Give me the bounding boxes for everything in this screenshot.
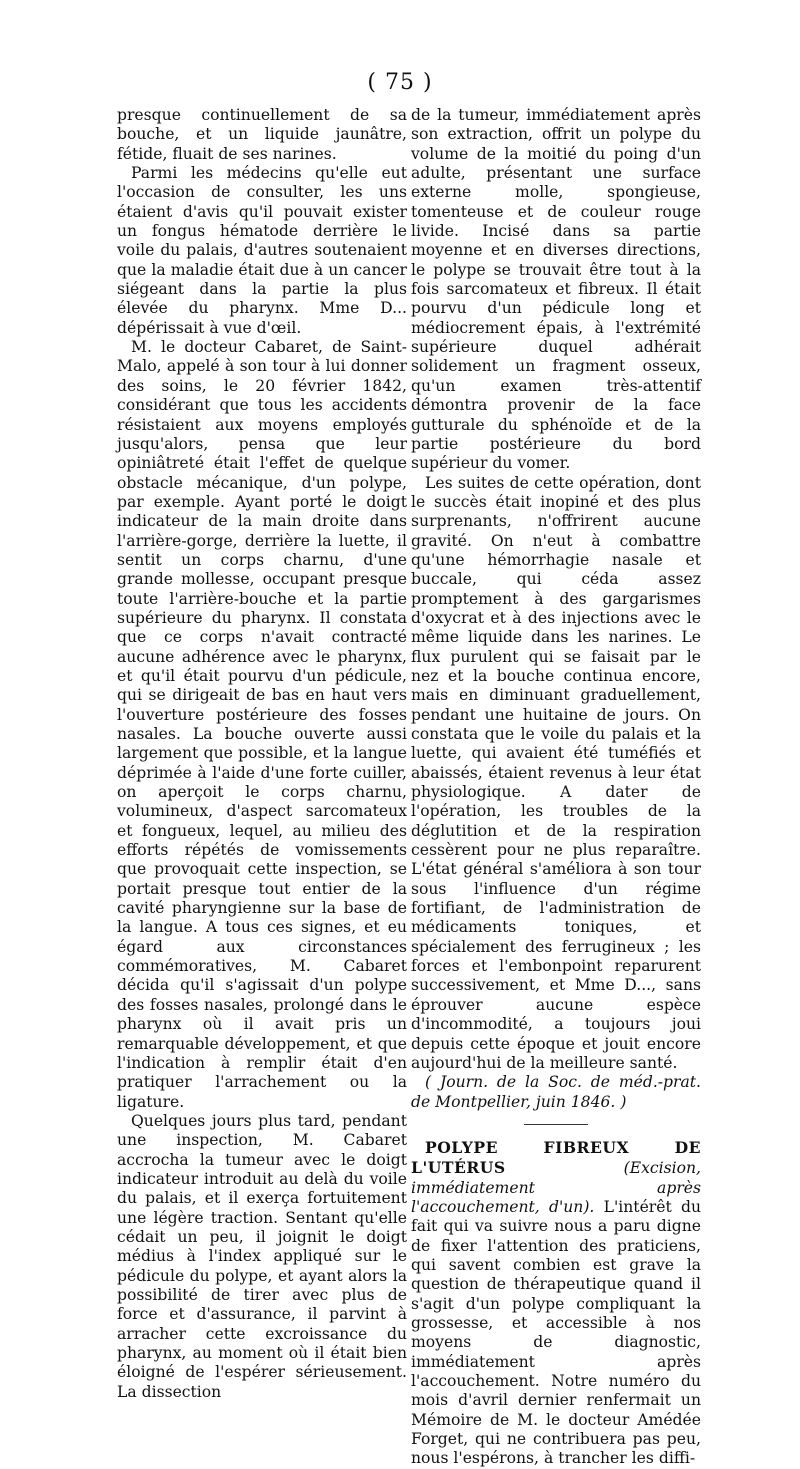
paragraph: presque continuellement de sa bouche, et un liquide jaunâtre, fétide, fluait de ses narines. — [117, 106, 407, 163]
journal-reference: ( Journ. de la Soc. de méd.-prat. de Montpellier, juin 1846. ) — [411, 1073, 701, 1111]
section-subtitle: (Excision, immédiatement après l'accouchement, d'un). — [411, 1159, 701, 1216]
paragraph: Parmi les médecins qu'elle eut l'occasion de consulter, les uns étaient d'avis qu'il pouvait exister un fongus hématode derrière le voile du palais, d'autres soutenaient que la maladie était due à un cancer siégeant dans la partie la plus élevée du pharynx. Mme D... dépérissait à vue d'œil. — [117, 164, 407, 337]
paragraph: Les suites de cette opération, dont le succès était inopiné et des plus surprenants, n'offrirent aucune gravité. On n'eut à combattre qu'une hémorrhagie nasale et buccale, qui céda assez promptement à des gargarismes d'oxycrat et à des injections avec le même liquide dans les narines. Le flux purulent qui se faisait par le nez et la bouche continua encore, mais en diminuant graduellement, pendant une huitaine de jours. On constata que le voile du palais et la luette, qui avaient été tuméfiés et abaissés, étaient revenus à leur état physiologique. A dater de l'opération, les troubles de la déglutition et de la respiration cessèrent pour ne plus reparaître. L'état général s'améliora à son tour sous l'influence d'un régime fortifiant, de l'administration de médicaments toniques, et spécialement des ferrugineux ; les forces et l'embonpoint reparurent successivement, et Mme D..., sans éprouver aucune espèce d'incommodité, a toujours joui depuis cette époque et jouit encore aujourd'hui de la meilleure santé. — [411, 473, 701, 1072]
section-body: L'intérêt du fait qui va suivre nous a paru digne de fixer l'attention des praticiens, qui savent combien est grave la question de thérapeutique quand il s'agit d'un polype compliquant la grossesse, et accessible à nos moyens de diagnostic, immédiatement après l'accouchement. Notre numéro du mois d'avril dernier renfermait un Mémoire de M. le docteur Amédée Forget, qui ne contribuera pas peu, nous l'espérons, à trancher les diffi- — [411, 1197, 701, 1468]
right-column — [411, 106, 701, 1469]
section-title: POLYPE FIBREUX DE L'UTÉRUS — [411, 1137, 701, 1178]
left-column — [117, 106, 407, 1402]
paragraph: M. le docteur Cabaret, de Saint-Malo, appelé à son tour à lui donner des soins, le 20 février 1842, considérant que tous les accidents résistaient aux moyens employés jusqu'alors, pensa que leur opiniâtreté était l'effet de quelque obstacle mécanique, d'un polype, par exemple. Ayant porté le doigt indicateur de la main droite dans l'arrière-gorge, derrière la luette, il sentit un corps charnu, d'une grande mollesse, occupant presque toute l'arrière-bouche et la partie supérieure du pharynx. Il constata que ce corps n'avait contracté aucune adhérence avec le pharynx, et qu'il était pourvu d'un pédicule, qui se dirigeait de bas en haut vers l'ouverture postérieure des fosses nasales. La bouche ouverte aussi largement que possible, et la langue déprimée à l'aide d'une forte cuiller, on aperçoit le corps charnu, volumineux, d'aspect sarcomateux et fongueux, lequel, au milieu des efforts répétés de vomissements que provoquait cette inspection, se portait presque tout entier de la cavité pharyngienne sur la base de la langue. A tous ces signes, et eu égard aux circonstances commémoratives, M. Cabaret décida qu'il s'agissait d'un polype des fosses nasales, prolongé dans le pharynx où il avait pris un remarquable développement, et que l'indication à remplir était d'en pratiquer l'arrachement ou la ligature. — [117, 338, 407, 1111]
page-number: ( 75 ) — [367, 70, 433, 95]
section-paragraph — [411, 1138, 701, 1469]
section-divider — [524, 1124, 588, 1125]
paragraph: Quelques jours plus tard, pendant une inspection, M. Cabaret accrocha la tumeur avec le doigt indicateur introduit au delà du voile du palais, et il exerça fortuitement une légère traction. Sentant qu'elle cédait un peu, il joignit le doigt médius à l'index appliqué sur le pédicule du polype, et ayant alors la possibilité de tirer avec plus de force et d'assurance, il parvint à arracher cette excroissance du pharynx, au moment où il était bien éloigné de l'espérer sérieusement. La dissection — [117, 1111, 407, 1401]
paragraph: de la tumeur, immédiatement après son extraction, offrit un polype du volume de la moitié du poing d'un adulte, présentant une surface externe molle, spongieuse, tomenteuse et de couleur rouge livide. Incisé dans sa partie moyenne et en diverses directions, le polype se trouvait être tout à la fois sarcomateux et fibreux. Il était pourvu d'un pédicule long et médiocrement épais, à l'extrémité supérieure duquel adhérait solidement un fragment osseux, qu'un examen très-attentif démontra provenir de la face gutturale du sphénoïde et de la partie postérieure du bord supérieur du vomer. — [411, 106, 701, 473]
